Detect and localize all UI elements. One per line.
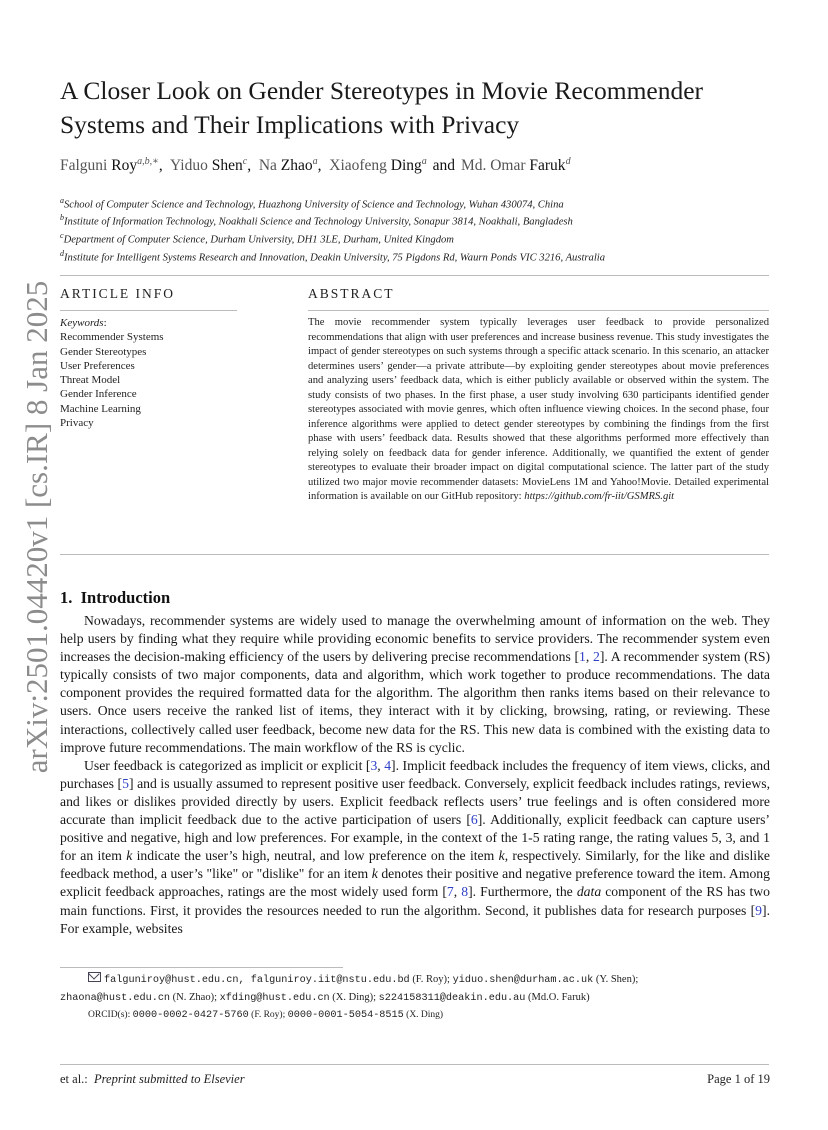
authors-conjunction: and [432,157,456,175]
email-or-id: zhaona@hust.edu.cn [60,992,171,1004]
text-run: k [371,866,378,882]
text-run: denotes their positive and negative preference toward the item. Among explicit feedback approaches, ratings are the most widely used form [ [60,866,770,900]
affiliation: $^d$Institute for Intelligent Systems Research and Innovation, Deakin University, 75 Pigdons Rd, Waurn Ponds VIC 3216, Australia [60,249,606,264]
keyword: Machine Learning [60,402,141,415]
citation-link[interactable]: 4 [384,757,392,773]
text-run: , [585,649,593,665]
text-run: (X. Ding); [329,991,379,1003]
text-run: k [126,848,133,864]
text-run: (Md.O. Faruk) [525,991,590,1003]
keywords-label: Keywords [60,317,104,329]
footer-divider [60,1064,769,1065]
text-run: , [377,757,385,773]
text-run: ] and is usually assumed to represent positive user feedback. Conversely, explicit feedback includes ratings, reviews, and likes or dislikes provided directly by users. Explicit feedback reflects users’ true feelings and is often considered more accurate than implicit feedback due to the active participation of users [ [60,775,771,828]
citation-link[interactable]: 5 [122,775,129,791]
footnote-divider [60,967,343,968]
abstract-end-divider [60,554,769,555]
author: Falguni Roy$^{a,b,∗}$, [60,156,163,175]
keyword: Recommender Systems [60,331,164,344]
text-run: component of the RS has two main functions. First, it provides the resources needed to run the algorithm. Second, it publishes data for research purposes [ [60,884,771,918]
citation-link[interactable]: 3 [370,757,378,773]
email-or-id: 0000-0002-0427-5760 [132,1010,249,1021]
affiliation: $^b$Institute of Information Technology, Noakhali Science and Technology University, Sonapur 3814, Noakhali, Bangladesh [60,213,573,228]
text-run: data [576,884,602,900]
body-text [60,612,770,938]
author: Xiaofeng Ding$^a$ [329,156,427,175]
author: Na Zhao$^a$, [258,156,322,175]
paragraph [60,757,770,938]
article-info-heading: ARTICLE INFO [60,286,176,301]
text-run: ]. Implicit feedback includes the frequency of item views, clicks, and purchases [ [60,757,770,791]
footnote [60,972,770,1025]
email-or-id: falguniroy@hust.edu.cn, falguniroy.iit@nstu.edu.bd [104,975,410,986]
abstract-text: The movie recommender system typically leverages user feedback to provide personalized recommendations that align with user preferences and increase business revenue. This study investigates the impact of gender stereotypes on such systems through a specific attack scenario. In this scenario, an attacker determines users’ gender—a private attribute—by exploiting gender stereotypes about movie preferences and analyzing users’ feedback data, which is either publicly available or observed within the system. The study consists of two phases. In the first phase, a user study involving 630 participants identified gender stereotypes associated with movie genres, which often influence viewing choices. In the second phase, four inference algorithms were applied to detect gender stereotypes by combining the findings from the first phase with users’ feedback data. Results showed that these algorithms performed more effectively than relying solely on feedback data for gender inference. Additionally, we quantified the extent of gender stereotypes to evaluate their broader impact on digital computational science. The latter part of the study utilized two major movie recommender datasets: MovieLens 1M and Yahoo!Movie. Detailed experimental information is available on our GitHub repository: https://github.com/fr-iit/GSMRS.git [308,317,769,502]
text-run: ]. A recommender system (RS) typically consists of two major components, data and algorithm, which work together to produce recommendations. The data component provides the required formatted data for the algorithm. The algorithm then ranks items based on their relevance to users. Once users receive the ranked list of items, they interact with it by clicking, browsing, rating, or reviewing. These interactions, collectively called user feedback, become new data for the RS. This new data is combined with the existing data to improve future recommendations. The main workflow of the RS is cyclic. [60,649,771,755]
keyword: User Preferences [60,359,135,372]
text-run: (Y. Shen); [593,974,639,985]
keyword: Gender Stereotypes [60,345,147,358]
author-list [60,156,780,175]
keyword: Privacy [60,417,94,430]
email-or-id: xfding@hust.edu.cn [219,992,330,1004]
affiliation: $^c$Department of Computer Science, Durham University, DH1 3LE, Durham, United Kingdom [60,231,454,246]
citation-link[interactable]: 7 [446,884,454,900]
mail-icon [88,972,101,982]
text-run: (N. Zhao); [170,991,220,1003]
header-divider [60,275,769,276]
abstract-heading: ABSTRACT [308,286,395,301]
text-run: ]. Additionally, explicit feedback can capture users’ positive and negative, high and low preferences. For example, in the context of the 1-5 rating range, the rating values 5, 3, and 1 for an item [60,812,770,864]
text-run: indicate the user’s high, neutral, and low preference on the item [132,848,499,864]
text-run: , respectively. Similarly, for the like and dislike feedback method, a user’s "like" or "dislike" for an item [60,848,770,882]
text-run: (F. Roy); [409,974,453,985]
footer-journal: Preprint submitted to Elsevier [94,1072,245,1086]
citation-link[interactable]: 9 [755,902,763,918]
text-run: ORCID(s): [88,1010,133,1020]
github-link[interactable]: https://github.com/fr-iit/GSMRS.git [524,491,675,502]
keywords-block: Keywords: Recommender Systems Gender Stereotypes User Preferences Threat Model Gender Inference Machine Learning Privacy [60,316,260,430]
email-or-id: yiduo.shen@durham.ac.uk [452,975,594,986]
paper-title: A Closer Look on Gender Stereotypes in Movie Recommender Systems and Their Implications with Privacy [60,76,704,139]
abstract-divider [308,310,769,311]
citation-link[interactable]: 8 [461,884,469,900]
keyword: Threat Model [60,374,121,387]
arxiv-sidebar-stamp: arXiv:2501.04420v1 [cs.IR] 8 Jan 2025 [19,280,54,774]
author: Md. Omar Faruk$^d$ [460,156,571,175]
page-number: Page 1 of 19 [707,1072,770,1086]
citation-link[interactable]: 2 [593,649,600,665]
author: Yiduo Shen$^c$, [169,156,252,175]
text-run: ]. Furthermore, the [468,884,577,900]
footer-author: et al.: [60,1072,88,1086]
email-or-id: s224158311@deakin.edu.au [378,992,526,1004]
citation-link[interactable]: 1 [579,649,586,665]
page-footer [60,1072,770,1087]
text-run: ]. For example, websites [60,902,770,936]
text-run: User feedback is categorized as implicit or explicit [ [84,757,371,773]
text-run: (F. Roy); [248,1010,288,1020]
section-heading: 1. Introduction [60,588,171,607]
email-or-id: 0000-0001-5054-8515 [287,1010,404,1021]
citation-link[interactable]: 6 [470,812,478,828]
affiliation: $^a$School of Computer Science and Technology, Huazhong University of Science and Technology, Wuhan 430074, China [60,196,564,211]
paragraph [60,612,770,757]
text-run: (X. Ding) [403,1010,444,1020]
article-info-divider [60,310,237,311]
text-run: Nowadays, recommender systems are widely used to manage the overwhelming amount of information on the web. They help users by finding what they require while providing economic benefits to service providers. The recommender system even increases the decision-making efficiency of the users by delivering precise recommendations [ [60,613,770,665]
keyword: Gender Inference [60,388,137,401]
text-run: , [453,884,462,900]
text-run: k [498,848,505,864]
